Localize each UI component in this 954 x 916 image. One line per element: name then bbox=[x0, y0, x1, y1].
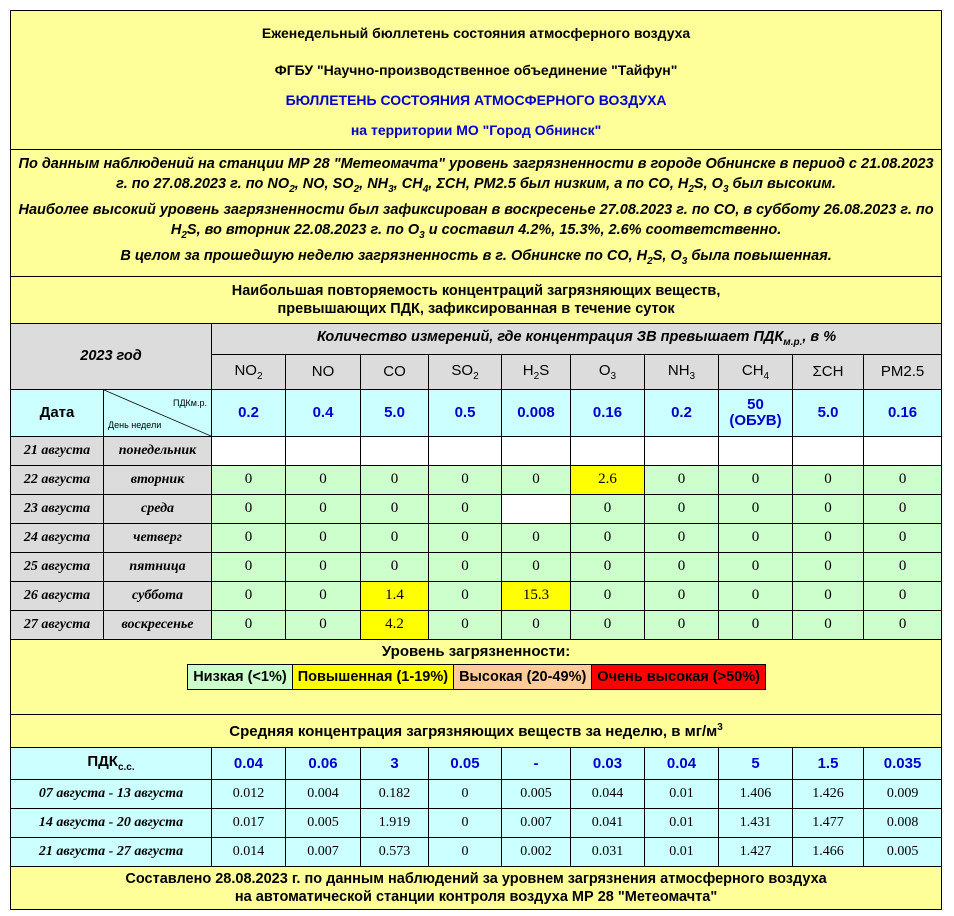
avg-concentration: 1.919 bbox=[361, 808, 429, 837]
exceedance-value: 0 bbox=[645, 523, 719, 552]
exceedance-value: 0 bbox=[719, 465, 793, 494]
exceedance-value: 0 bbox=[212, 523, 286, 552]
avg-concentration: 0.007 bbox=[502, 808, 571, 837]
week-row bbox=[11, 837, 942, 866]
exceedance-value bbox=[864, 436, 942, 465]
exceedance-value: 0 bbox=[719, 494, 793, 523]
exceedance-value: 0 bbox=[645, 581, 719, 610]
exceedance-value: 0 bbox=[793, 581, 864, 610]
exceedance-value: 0 bbox=[502, 610, 571, 639]
pollutant-header: ΣCH bbox=[793, 354, 864, 389]
pdk-mr-value: 0.2 bbox=[212, 389, 286, 436]
summary-paragraph-1: По данным наблюдений на станции МР 28 "Метеомачта" уровень загрязненности в городе Обнинске в период с 21.08.2023 г. по 27.08.2023 г. по $NO_2$, NO, $SO_2$, $NH_3$, $CH_4$, ΣCH, PM2.5 был низким, а по CO, $H_2S$, $O_3$ был высоким. bbox=[18, 156, 934, 195]
avg-concentration: 0.009 bbox=[864, 779, 942, 808]
exceedance-value: 0 bbox=[361, 523, 429, 552]
avg-concentration: 0.004 bbox=[286, 779, 361, 808]
avg-concentration: 0.005 bbox=[502, 779, 571, 808]
exceedance-value: 0 bbox=[429, 494, 502, 523]
exceedance-value bbox=[719, 436, 793, 465]
avg-concentration: 1.426 bbox=[793, 779, 864, 808]
avg-concentration: 0.007 bbox=[286, 837, 361, 866]
day-name: среда bbox=[104, 494, 212, 523]
header-line-4: на территории МО "Город Обнинск" bbox=[350, 122, 602, 138]
weeks-body bbox=[11, 779, 942, 866]
avg-concentration: 0.01 bbox=[645, 808, 719, 837]
pdk-ss-label: $ПДК_{с.с.}$ bbox=[11, 747, 212, 779]
exceedance-value: 0 bbox=[429, 465, 502, 494]
day-name: вторник bbox=[104, 465, 212, 494]
legend-high: Высокая (20-49%) bbox=[453, 664, 592, 690]
day-row bbox=[11, 494, 942, 523]
avg-concentration: 0.005 bbox=[286, 808, 361, 837]
exceedance-value bbox=[571, 436, 645, 465]
diag-top-label: ПДКм.р. bbox=[172, 397, 207, 408]
pdk-mr-value: 0.008 bbox=[502, 389, 571, 436]
day-row bbox=[11, 465, 942, 494]
week-period: 21 августа - 27 августа bbox=[11, 837, 212, 866]
exceedance-value: 0 bbox=[793, 552, 864, 581]
exceedance-value: 0 bbox=[571, 552, 645, 581]
day-date: 24 августа bbox=[11, 523, 104, 552]
exceedance-value: 0 bbox=[286, 610, 361, 639]
legend-very-high: Очень высокая (>50%) bbox=[591, 664, 766, 690]
pollutant-header: $SO_2$ bbox=[429, 354, 502, 389]
exceedance-value: 0 bbox=[286, 465, 361, 494]
exceedance-value: 15.3 bbox=[502, 581, 571, 610]
avg-concentration: 1.427 bbox=[719, 837, 793, 866]
avg-concentration: 0.014 bbox=[212, 837, 286, 866]
exceedance-value: 0 bbox=[429, 610, 502, 639]
exceedance-value: 2.6 bbox=[571, 465, 645, 494]
day-date: 26 августа bbox=[11, 581, 104, 610]
exceedance-value: 0 bbox=[645, 552, 719, 581]
pollutant-header: CO bbox=[361, 354, 429, 389]
avg-section-title: Средняя концентрация загрязняющих веществ за неделю, в $мг/м^3$ bbox=[11, 714, 942, 747]
day-name: понедельник bbox=[104, 436, 212, 465]
day-name: суббота bbox=[104, 581, 212, 610]
exceedance-value: 0 bbox=[286, 523, 361, 552]
exceedance-value: 0 bbox=[864, 552, 942, 581]
legend bbox=[11, 639, 942, 714]
pollutant-header: $O_3$ bbox=[571, 354, 645, 389]
summary-paragraph-3: В целом за прошедшую неделю загрязненность в г. Обнинске по CO, $H_2S$, $O_3$ была повышенная. bbox=[120, 247, 832, 267]
exceedance-value: 0 bbox=[429, 523, 502, 552]
avg-concentration: 0.044 bbox=[571, 779, 645, 808]
exceedance-value: 0 bbox=[429, 581, 502, 610]
pollutant-header: PM2.5 bbox=[864, 354, 942, 389]
exceedance-value: 0 bbox=[719, 523, 793, 552]
exceedance-value: 0 bbox=[719, 581, 793, 610]
day-row bbox=[11, 523, 942, 552]
bulletin-header bbox=[11, 11, 942, 150]
avg-concentration: 0 bbox=[429, 837, 502, 866]
exceedance-value: 0 bbox=[571, 494, 645, 523]
pollutant-header: $CH_4$ bbox=[719, 354, 793, 389]
pdk-ss-value: 0.04 bbox=[212, 747, 286, 779]
avg-concentration: 0.005 bbox=[864, 837, 942, 866]
day-date: 23 августа bbox=[11, 494, 104, 523]
exceedance-value: 4.2 bbox=[361, 610, 429, 639]
pollutant-header: $H_2S$ bbox=[502, 354, 571, 389]
exceedance-value: 0 bbox=[864, 523, 942, 552]
avg-concentration: 0.01 bbox=[645, 837, 719, 866]
exceedance-value: 0 bbox=[361, 465, 429, 494]
day-row bbox=[11, 610, 942, 639]
avg-concentration: 0.017 bbox=[212, 808, 286, 837]
day-name: четверг bbox=[104, 523, 212, 552]
day-row bbox=[11, 436, 942, 465]
header-line-2: ФГБУ "Научно-производственное объединение "Тайфун" bbox=[274, 62, 678, 78]
pdk-ss-value: 5 bbox=[719, 747, 793, 779]
exceedance-value: 0 bbox=[286, 552, 361, 581]
exceedance-value: 1.4 bbox=[361, 581, 429, 610]
exceedance-value: 0 bbox=[571, 610, 645, 639]
exceedance-value: 0 bbox=[645, 465, 719, 494]
pdk-ss-row bbox=[11, 747, 942, 779]
day-date: 22 августа bbox=[11, 465, 104, 494]
exceedance-value: 0 bbox=[429, 552, 502, 581]
avg-concentration: 1.431 bbox=[719, 808, 793, 837]
legend-title: Уровень загрязненности: bbox=[381, 642, 571, 660]
week-period: 07 августа - 13 августа bbox=[11, 779, 212, 808]
avg-concentration: 1.406 bbox=[719, 779, 793, 808]
pdk-mr-value: 0.16 bbox=[864, 389, 942, 436]
pdk-ss-value: 3 bbox=[361, 747, 429, 779]
exceedance-value bbox=[502, 494, 571, 523]
exceedance-value: 0 bbox=[793, 523, 864, 552]
exceedance-value: 0 bbox=[502, 523, 571, 552]
avg-concentration: 0.008 bbox=[864, 808, 942, 837]
exceedance-value: 0 bbox=[864, 465, 942, 494]
exceedance-value: 0 bbox=[286, 581, 361, 610]
avg-concentration: 0.041 bbox=[571, 808, 645, 837]
avg-concentration: 0.012 bbox=[212, 779, 286, 808]
pollutant-header: $NH_3$ bbox=[645, 354, 719, 389]
pdk-mr-value: 5.0 bbox=[361, 389, 429, 436]
exceedance-value: 0 bbox=[719, 610, 793, 639]
exceedance-value: 0 bbox=[793, 610, 864, 639]
avg-concentration: 0.031 bbox=[571, 837, 645, 866]
pdk-ss-value: 0.03 bbox=[571, 747, 645, 779]
pdk-mr-value: 0.16 bbox=[571, 389, 645, 436]
header-line-3: БЮЛЛЕТЕНЬ СОСТОЯНИЯ АТМОСФЕРНОГО ВОЗДУХА bbox=[285, 92, 667, 108]
pdk-ss-value: 1.5 bbox=[793, 747, 864, 779]
bulletin-footer: Составлено 28.08.2023 г. по данным наблюдений за уровнем загрязнения атмосферного воздуха на автоматической станции контроля воздуха МР 28 "Метеомачта" bbox=[11, 866, 942, 909]
exceedance-value: 0 bbox=[864, 610, 942, 639]
pdk-mr-value: 5.0 bbox=[793, 389, 864, 436]
pdk-mr-value: 0.5 bbox=[429, 389, 502, 436]
legend-elevated: Повышенная (1-19%) bbox=[292, 664, 454, 690]
day-date: 25 августа bbox=[11, 552, 104, 581]
day-row bbox=[11, 552, 942, 581]
exceedance-value: 0 bbox=[793, 465, 864, 494]
exceedance-value: 0 bbox=[864, 494, 942, 523]
day-row bbox=[11, 581, 942, 610]
exceedance-value: 0 bbox=[571, 523, 645, 552]
pdk-ss-value: 0.05 bbox=[429, 747, 502, 779]
exceedance-value: 0 bbox=[361, 552, 429, 581]
bulletin-table bbox=[10, 10, 942, 910]
pdk-mr-row bbox=[11, 389, 942, 436]
exceedance-value: 0 bbox=[502, 465, 571, 494]
exceedance-value: 0 bbox=[864, 581, 942, 610]
pdk-ss-value: 0.035 bbox=[864, 747, 942, 779]
avg-concentration: 0.182 bbox=[361, 779, 429, 808]
pdk-ss-value: - bbox=[502, 747, 571, 779]
day-name: воскресенье bbox=[104, 610, 212, 639]
diag-bottom-label: День недели bbox=[108, 419, 162, 430]
exceedance-value: 0 bbox=[793, 494, 864, 523]
exceedance-value: 0 bbox=[502, 552, 571, 581]
week-period: 14 августа - 20 августа bbox=[11, 808, 212, 837]
year-label: 2023 год bbox=[11, 323, 212, 389]
exceedance-value: 0 bbox=[645, 610, 719, 639]
exceedance-value: 0 bbox=[212, 610, 286, 639]
legend-items bbox=[187, 664, 765, 690]
summary-text bbox=[11, 150, 942, 277]
exceedance-value: 0 bbox=[719, 552, 793, 581]
exceedance-value: 0 bbox=[571, 581, 645, 610]
exceedance-value: 0 bbox=[645, 494, 719, 523]
exceedance-value: 0 bbox=[286, 494, 361, 523]
day-name: пятница bbox=[104, 552, 212, 581]
pdk-mr-value: 0.4 bbox=[286, 389, 361, 436]
exceedance-value bbox=[429, 436, 502, 465]
exceedance-value bbox=[361, 436, 429, 465]
week-row bbox=[11, 779, 942, 808]
exceedance-value: 0 bbox=[212, 494, 286, 523]
exceedance-value bbox=[212, 436, 286, 465]
days-body bbox=[11, 436, 942, 639]
pdk-ss-value: 0.06 bbox=[286, 747, 361, 779]
exceedance-value bbox=[645, 436, 719, 465]
pdk-mr-value: 50 (ОБУВ) bbox=[719, 389, 793, 436]
avg-concentration: 0 bbox=[429, 779, 502, 808]
exceedance-value: 0 bbox=[361, 494, 429, 523]
avg-concentration: 0.01 bbox=[645, 779, 719, 808]
exceedance-value: 0 bbox=[212, 552, 286, 581]
exceedance-value: 0 bbox=[212, 581, 286, 610]
date-column-label: Дата bbox=[11, 389, 104, 436]
avg-concentration: 0 bbox=[429, 808, 502, 837]
week-row bbox=[11, 808, 942, 837]
avg-concentration: 0.002 bbox=[502, 837, 571, 866]
repeat-section-title: Наибольшая повторяемость концентраций загрязняющих веществ, превышающих ПДК, зафиксированная в течение суток bbox=[11, 276, 942, 323]
header-line-1: Еженедельный бюллетень состояния атмосферного воздуха bbox=[261, 25, 691, 41]
diagonal-header-cell bbox=[104, 389, 212, 436]
exceedance-value: 0 bbox=[212, 465, 286, 494]
day-date: 21 августа bbox=[11, 436, 104, 465]
exceedance-value bbox=[502, 436, 571, 465]
legend-low: Низкая (<1%) bbox=[187, 664, 293, 690]
avg-concentration: 1.477 bbox=[793, 808, 864, 837]
count-title: Количество измерений, где концентрация ЗВ превышает $ПДК_{м.р.}$, в % bbox=[212, 323, 942, 354]
avg-concentration: 0.573 bbox=[361, 837, 429, 866]
day-date: 27 августа bbox=[11, 610, 104, 639]
exceedance-value bbox=[286, 436, 361, 465]
pollutant-header: NO bbox=[286, 354, 361, 389]
exceedance-value bbox=[793, 436, 864, 465]
summary-paragraph-2: Наиболее высокий уровень загрязненности был зафиксирован в воскресенье 27.08.2023 г. по CO, в субботу 26.08.2023 г. по $H_2S$, во вторник 22.08.2023 г. по $O_3$ и составил 4.2%, 15.3%, 2.6% соответственно. bbox=[18, 201, 934, 241]
pollutant-header: $NO_2$ bbox=[212, 354, 286, 389]
avg-concentration: 1.466 bbox=[793, 837, 864, 866]
pdk-mr-value: 0.2 bbox=[645, 389, 719, 436]
pdk-ss-value: 0.04 bbox=[645, 747, 719, 779]
